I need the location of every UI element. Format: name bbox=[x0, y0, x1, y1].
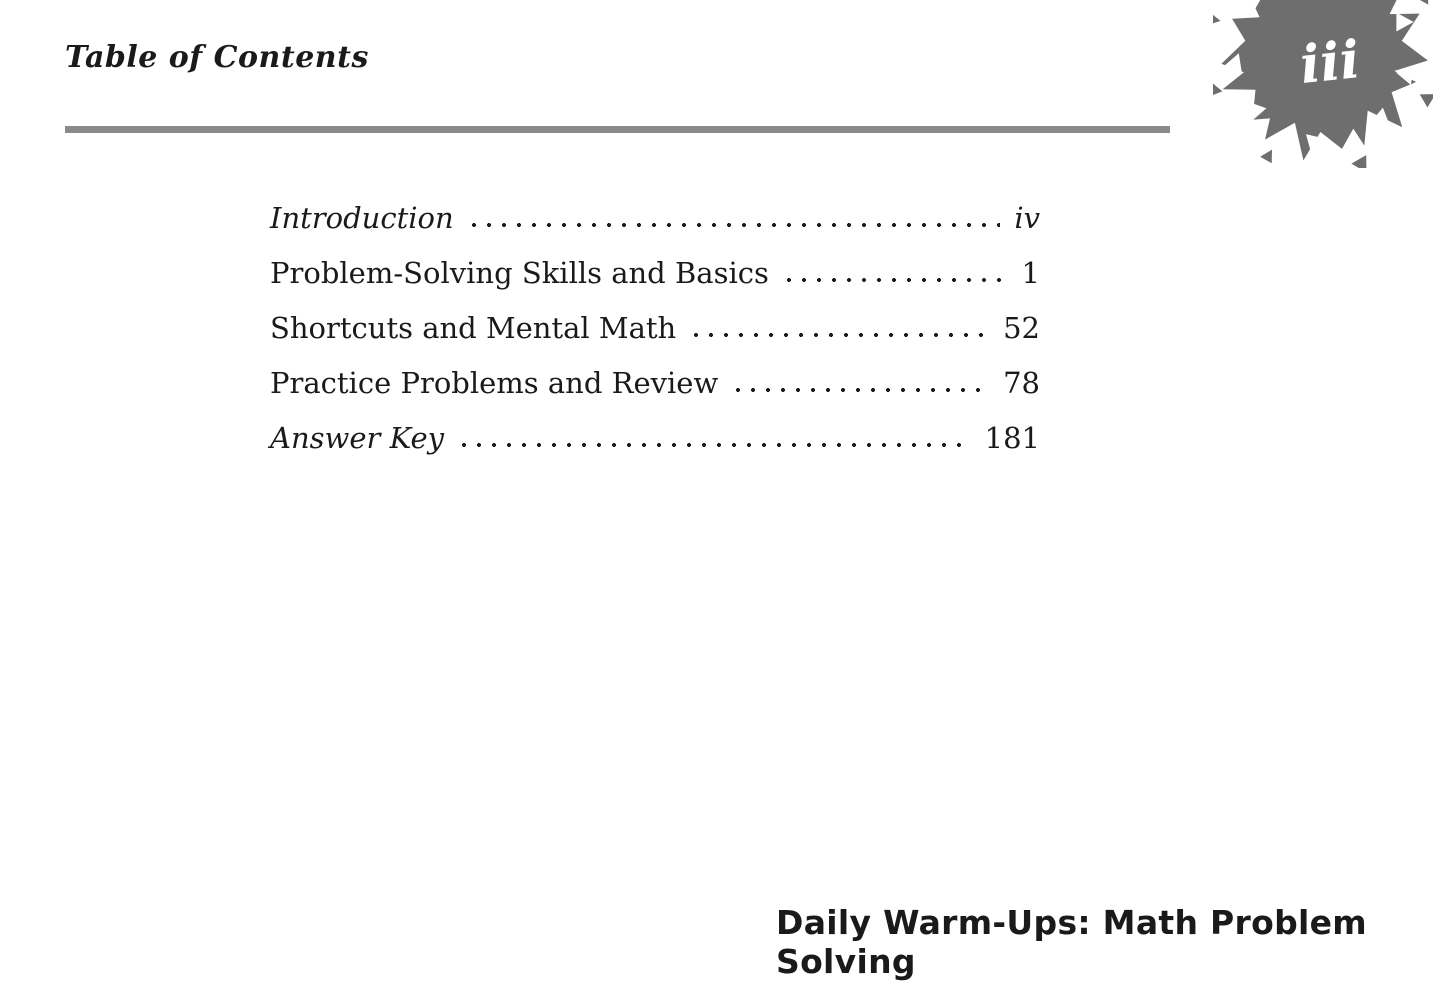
dot-leader bbox=[688, 311, 989, 345]
starburst-icon bbox=[1213, 0, 1433, 168]
title-divider-rule bbox=[65, 126, 1170, 133]
dot-leader bbox=[456, 421, 971, 455]
toc-list bbox=[270, 190, 1040, 465]
toc-entry-label: Answer Key bbox=[270, 420, 444, 455]
page-number-badge bbox=[1213, 0, 1433, 170]
toc-entry-page: 78 bbox=[1003, 365, 1040, 400]
toc-entry-page: 1 bbox=[1021, 255, 1040, 290]
toc-entry bbox=[270, 410, 1040, 465]
toc-entry bbox=[270, 300, 1040, 355]
toc-entry-label: Introduction bbox=[270, 200, 454, 235]
dot-leader bbox=[730, 366, 989, 400]
dot-leader bbox=[781, 256, 1008, 290]
toc-entry-label: Problem-Solving Skills and Basics bbox=[270, 255, 769, 290]
dot-leader bbox=[466, 201, 1001, 235]
toc-entry bbox=[270, 355, 1040, 410]
toc-entry bbox=[270, 190, 1040, 245]
page-title: Table of Contents bbox=[65, 40, 369, 75]
footer-book-title: Daily Warm-Ups: Math Problem Solving bbox=[776, 903, 1367, 981]
toc-entry-label: Shortcuts and Mental Math bbox=[270, 310, 677, 345]
toc-entry-page: iv bbox=[1014, 200, 1040, 235]
toc-entry bbox=[270, 245, 1040, 300]
toc-entry-label: Practice Problems and Review bbox=[270, 365, 719, 400]
toc-entry-page: 181 bbox=[984, 420, 1040, 455]
badge-page-number: iii bbox=[1297, 29, 1363, 96]
toc-entry-page: 52 bbox=[1003, 310, 1040, 345]
